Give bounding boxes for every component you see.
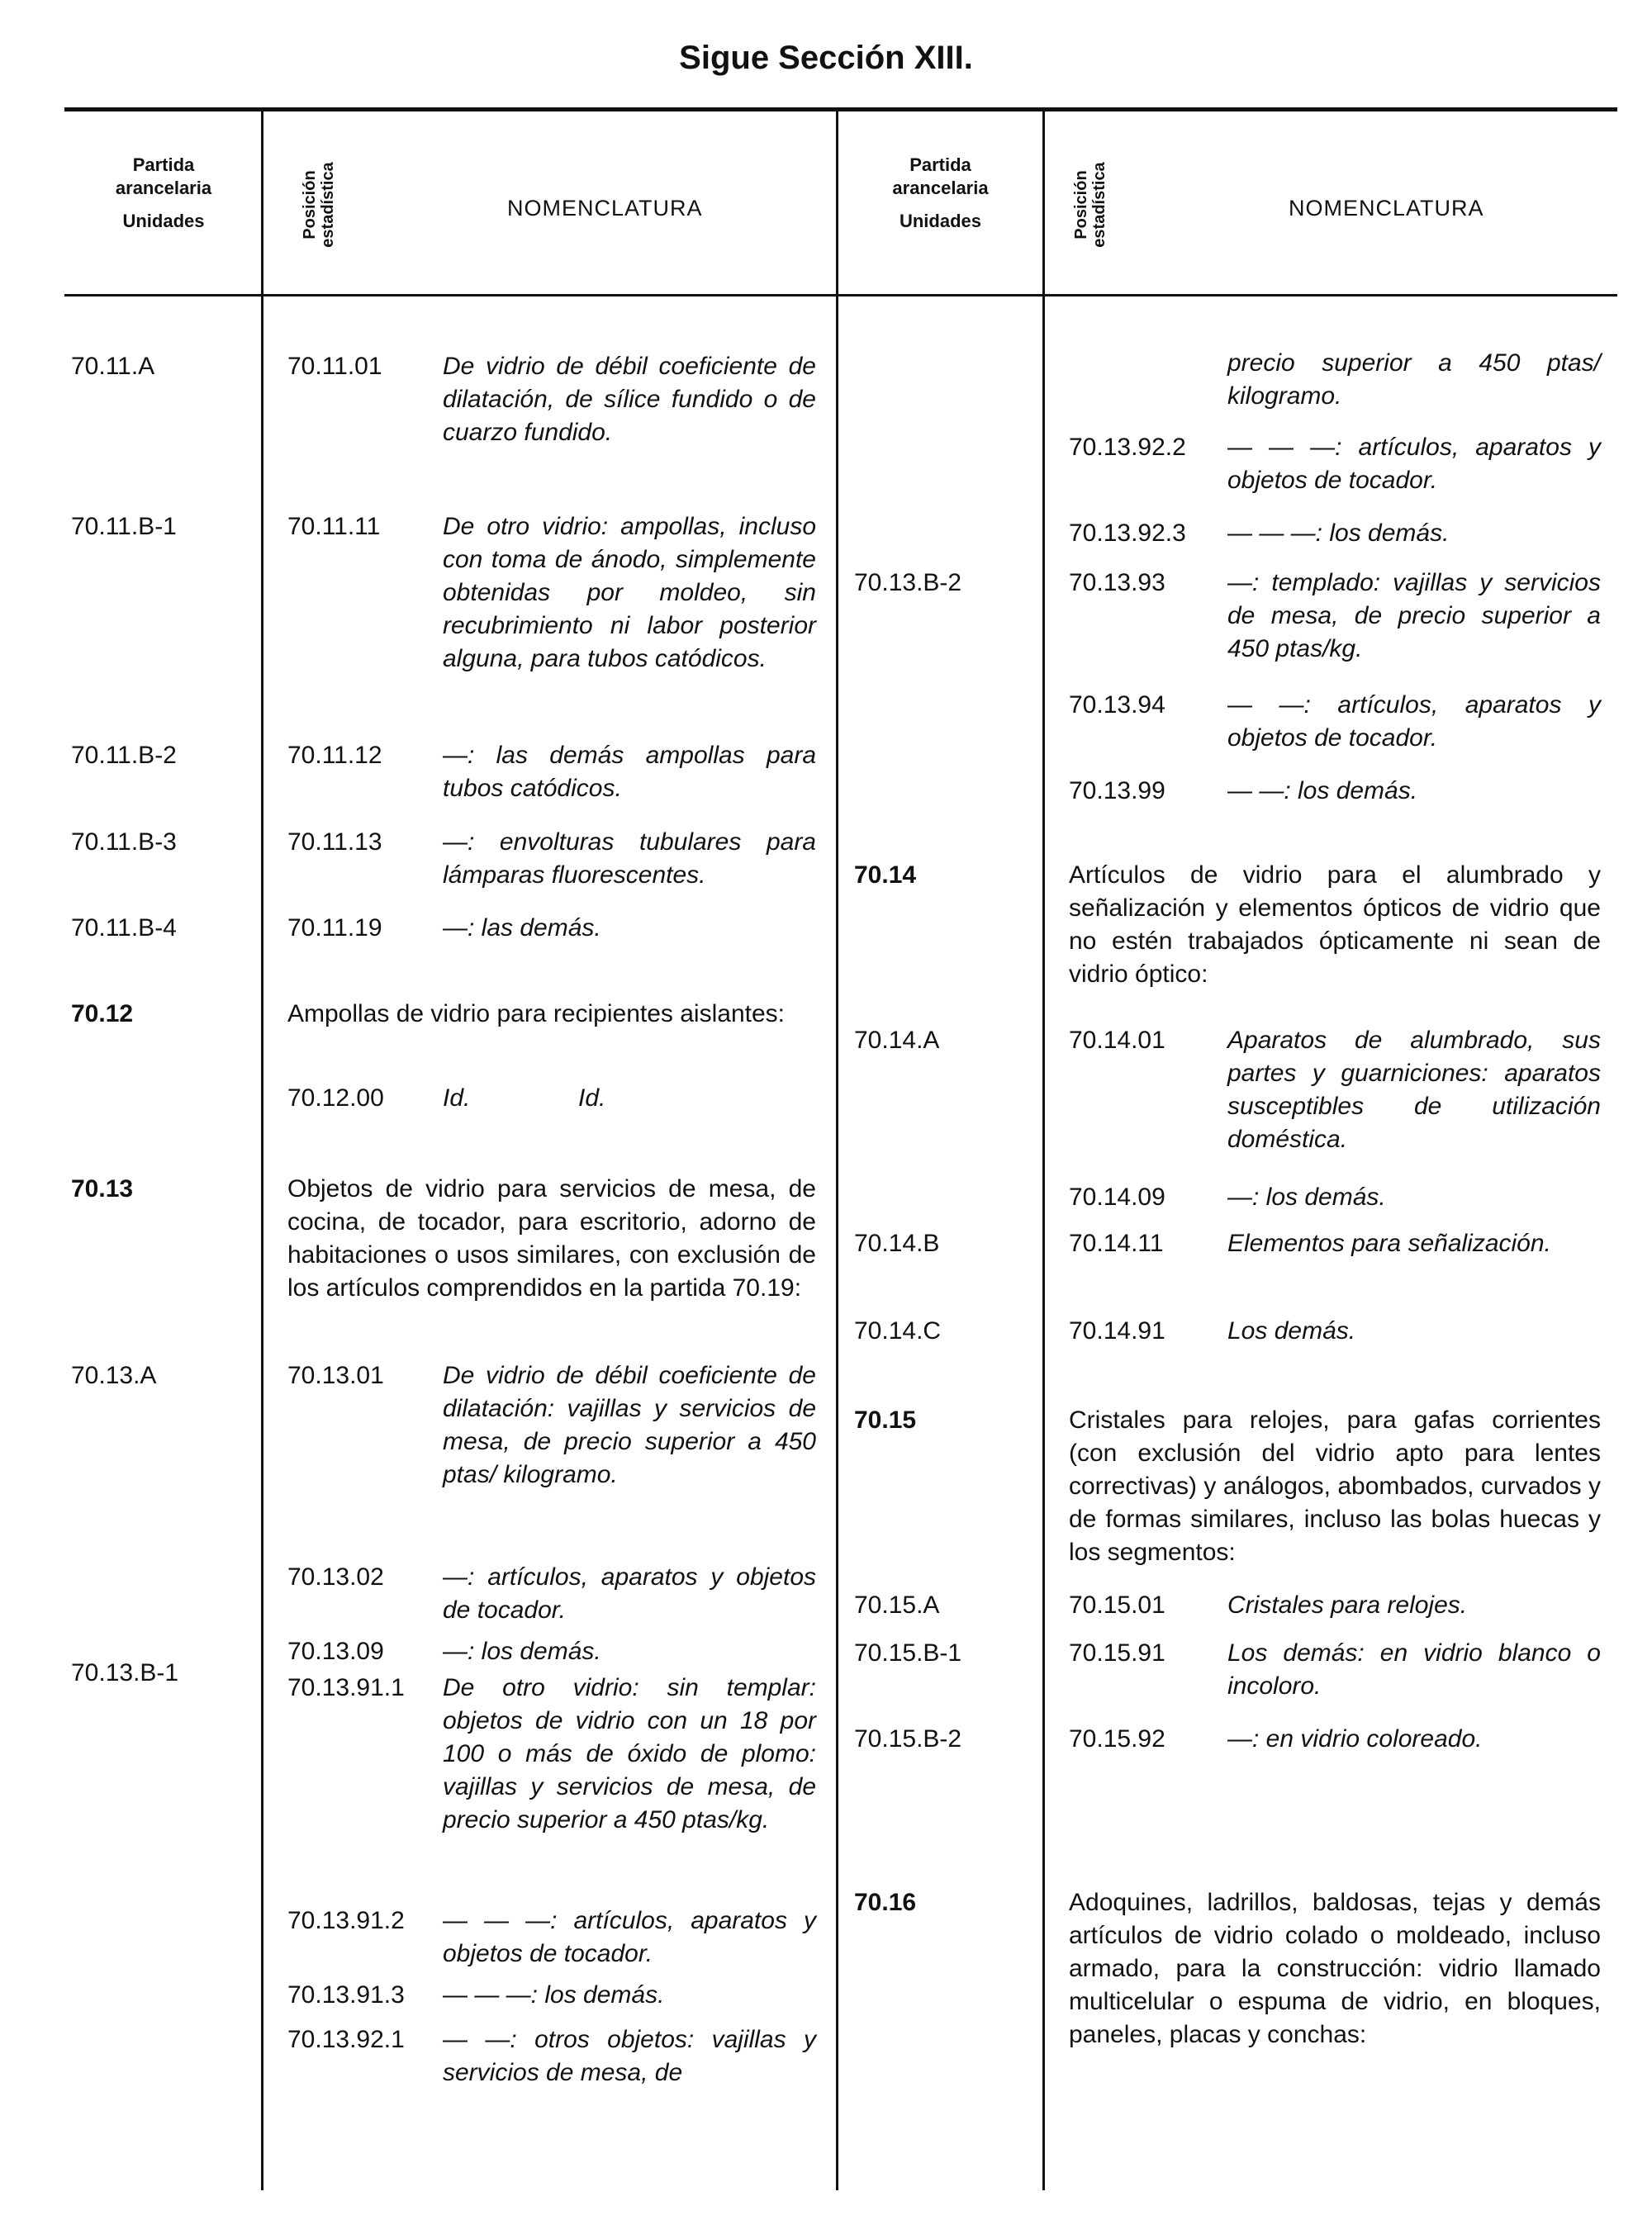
posicion-code: 70.13.99 (1069, 777, 1165, 804)
posicion-code: 70.15.01 (1069, 1591, 1165, 1619)
nomenclatura-text: De otro vidrio: ampollas, incluso con toma de ánodo, simplemente obtenidas por moldeo, sin recubrimiento ni labor posterior alguna, para tubos catódicos. (443, 513, 816, 672)
nomenclatura-text: — — —: los demás. (1227, 519, 1450, 547)
nomenclatura-text: —: templado: vajillas y servicios de mesa, de precio superior a 450 ptas/kg. (1227, 569, 1601, 662)
partida-code: 70.15.B-1 (854, 1639, 962, 1667)
nomenclatura-text: — — —: artículos, aparatos y objetos de tocador. (1227, 434, 1601, 494)
posicion-code: 70.13.91.2 (287, 1907, 405, 1934)
posicion-code: 70.13.94 (1069, 691, 1165, 719)
nomenclatura-text: —: envolturas tubulares para lámparas fluorescentes. (443, 828, 816, 889)
nomenclatura-text: precio superior a 450 ptas/ kilogramo. (1227, 349, 1601, 410)
posicion-code: 70.11.19 (287, 914, 382, 942)
header-posicion: Posición estadística (301, 162, 337, 248)
partida-code: 70.13 (71, 1175, 134, 1202)
partida-code: 70.14.A (854, 1027, 940, 1054)
nomenclatura-text: Ampollas de vidrio para recipientes aislantes: (287, 1000, 785, 1027)
posicion-code: 70.14.01 (1069, 1027, 1165, 1054)
column-rule (261, 109, 263, 2190)
partida-code: 70.15 (854, 1406, 917, 1434)
partida-code: 70.13.B-1 (71, 1659, 179, 1686)
header-rule (64, 294, 1617, 296)
nomenclatura-text: Artículos de vidrio para el alumbrado y señalización y elementos ópticos de vidrio que no estén trabajados ópticamente ni sean de vidrio óptico: (1069, 861, 1601, 988)
posicion-code: 70.13.92.1 (287, 2026, 405, 2053)
posicion-code: 70.11.11 (287, 513, 381, 540)
posicion-code: 70.13.09 (287, 1638, 384, 1665)
nomenclatura-text: De otro vidrio: sin templar: objetos de vidrio con un 18 por 100 o más de óxido de plomo: vajillas y servicios de mesa, de precio superior a 450 ptas/kg. (443, 1674, 816, 1833)
partida-code: 70.11.B-2 (71, 742, 177, 769)
nomenclatura-text: Id. (443, 1084, 471, 1112)
posicion-code: 70.15.91 (1069, 1639, 1165, 1667)
column-rule (836, 109, 838, 2190)
partida-code: 70.12 (71, 1000, 134, 1027)
partida-code: 70.15.A (854, 1591, 940, 1619)
column-rule (1042, 109, 1045, 2190)
partida-code: 70.13.B-2 (854, 569, 962, 596)
header-partida: Partida arancelaria Unidades (892, 154, 989, 231)
posicion-code: 70.13.02 (287, 1563, 384, 1591)
partida-code: 70.14.B (854, 1230, 940, 1257)
posicion-code: 70.13.01 (287, 1362, 384, 1389)
partida-code: 70.15.B-2 (854, 1725, 962, 1753)
nomenclatura-text: —: los demás. (1227, 1184, 1386, 1211)
posicion-code: 70.13.91.3 (287, 1981, 405, 2009)
nomenclatura-text: Adoquines, ladrillos, baldosas, tejas y demás artículos de vidrio colado o moldeado, incluso armado, para la construcción: vidrio llamado multicelular o espuma de vidrio, en bloques, paneles, placas y conchas: (1069, 1889, 1601, 2048)
posicion-code: 70.14.09 (1069, 1184, 1165, 1211)
partida-code: 70.11.A (71, 353, 155, 380)
posicion-code: 70.13.92.3 (1069, 519, 1186, 547)
nomenclatura-text: — — —: artículos, aparatos y objetos de tocador. (443, 1907, 816, 1967)
posicion-code: 70.13.93 (1069, 569, 1165, 596)
nomenclatura-text: —: las demás ampollas para tubos catódicos. (443, 742, 816, 802)
header-posicion: Posición estadística (1072, 162, 1108, 248)
nomenclatura-text: De vidrio de débil coeficiente de dilatación, de sílice fundido o de cuarzo fundido. (443, 353, 816, 446)
nomenclatura-text: —: los demás. (443, 1638, 601, 1665)
nomenclatura-text: — —: otros objetos: vajillas y servicios de mesa, de (443, 2026, 816, 2086)
nomenclatura-text: Aparatos de alumbrado, sus partes y guarniciones: aparatos susceptibles de utilización doméstica. (1227, 1027, 1601, 1153)
nomenclatura-text: —: en vidrio coloreado. (1227, 1725, 1483, 1753)
partida-code: 70.11.B-3 (71, 828, 177, 856)
partida-code: 70.11.B-1 (71, 513, 177, 540)
nomenclatura-text: —: artículos, aparatos y objetos de tocador. (443, 1563, 816, 1624)
nomenclatura-text: De vidrio de débil coeficiente de dilatación: vajillas y servicios de mesa, de precio superior a 450 ptas/ kilogramo. (443, 1362, 816, 1488)
partida-code: 70.13.A (71, 1362, 157, 1389)
nomenclatura-text: — —: los demás. (1227, 777, 1418, 804)
nomenclatura-text: Id. (578, 1084, 606, 1112)
nomenclatura-text: Los demás: en vidrio blanco o incoloro. (1227, 1639, 1601, 1700)
nomenclatura-text: — — —: los demás. (443, 1981, 665, 2009)
header-nomenclatura: NOMENCLATURA (1289, 196, 1484, 221)
posicion-code: 70.13.92.2 (1069, 434, 1186, 461)
posicion-code: 70.13.91.1 (287, 1674, 405, 1701)
page-title: Sigue Sección XIII. (679, 40, 973, 76)
nomenclatura-text: —: las demás. (443, 914, 601, 942)
nomenclatura-text: Objetos de vidrio para servicios de mesa, de cocina, de tocador, para escritorio, adorno de habitaciones o usos similares, con exclusión de los artículos comprendidos en la partida 70.19: (287, 1175, 816, 1302)
partida-code: 70.14.C (854, 1317, 942, 1345)
nomenclatura-text: Cristales para relojes. (1227, 1591, 1468, 1619)
nomenclatura-text: Cristales para relojes, para gafas corrientes (con exclusión del vidrio apto para lentes correctivas) y análogos, abombados, curvados y de formas similares, incluso las bolas huecas y los segmentos: (1069, 1406, 1601, 1566)
posicion-code: 70.14.91 (1069, 1317, 1165, 1345)
posicion-code: 70.12.00 (287, 1084, 384, 1112)
top-rule (64, 107, 1617, 111)
partida-code: 70.14 (854, 861, 917, 889)
partida-code: 70.16 (854, 1889, 917, 1916)
posicion-code: 70.15.92 (1069, 1725, 1165, 1753)
posicion-code: 70.14.11 (1069, 1230, 1164, 1257)
posicion-code: 70.11.12 (287, 742, 382, 769)
posicion-code: 70.11.01 (287, 353, 382, 380)
header-partida: Partida arancelaria Unidades (115, 154, 212, 231)
nomenclatura-text: — —: artículos, aparatos y objetos de tocador. (1227, 691, 1601, 752)
nomenclatura-text: Elementos para señalización. (1227, 1230, 1551, 1257)
nomenclatura-text: Los demás. (1227, 1317, 1356, 1345)
partida-code: 70.11.B-4 (71, 914, 177, 942)
header-nomenclatura: NOMENCLATURA (507, 196, 703, 221)
posicion-code: 70.11.13 (287, 828, 382, 856)
